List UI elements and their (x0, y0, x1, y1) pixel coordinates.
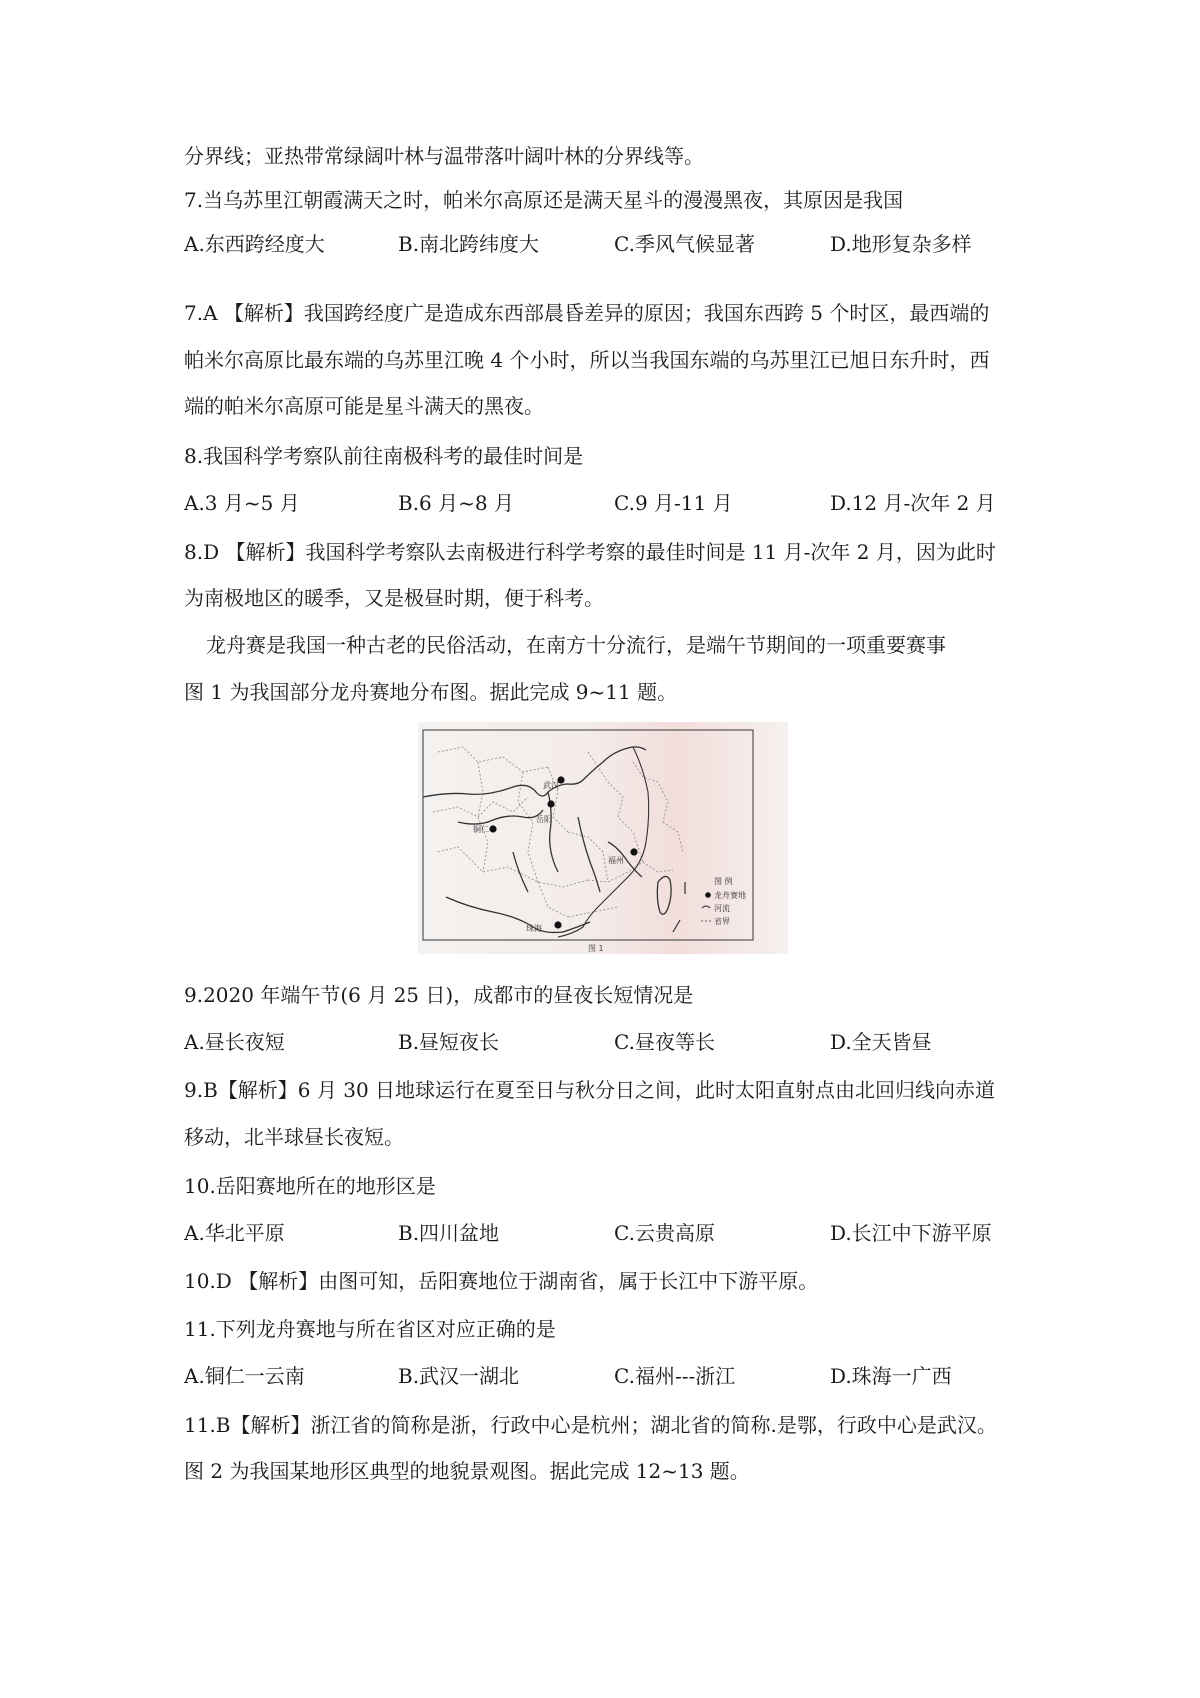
option-a: A.东西跨经度大 (184, 232, 325, 256)
option-b: B.武汉一湖北 (398, 1364, 520, 1388)
option-c: C.9 月-11 月 (614, 491, 733, 515)
question-11: 11.下列龙舟赛地与所在省区对应正确的是 (184, 1317, 556, 1341)
legend-venue-symbol (705, 892, 711, 898)
answer-7-line-2: 帕米尔高原比最东端的乌苏里江晚 4 个小时，所以当我国东端的乌苏里江已旭日东升时，西 (184, 348, 990, 372)
answer-9-line-1: 9.B【解析】6 月 30 日地球运行在夏至日与秋分日之间，此时太阳直射点由北回归线向赤道 (184, 1078, 996, 1102)
answer-7-line-3: 端的帕米尔高原可能是星斗满天的黑夜。 (184, 394, 544, 418)
option-b: B.四川盆地 (398, 1221, 500, 1245)
question-9: 9.2020 年端午节(6 月 25 日)，成都市的昼夜长短情况是 (184, 983, 694, 1007)
venue-label-wuhan: 武汉 (543, 781, 559, 790)
option-d: D.地形复杂多样 (830, 232, 972, 256)
option-d: D.12 月-次年 2 月 (830, 491, 996, 515)
venue-tongren-dot (489, 825, 496, 832)
option-c: C.昼夜等长 (614, 1030, 715, 1054)
intro-paragraph-2: 图 1 为我国部分龙舟赛地分布图。据此完成 9~11 题。 (184, 680, 678, 704)
figure-1-map (418, 722, 788, 954)
option-d: D.长江中下游平原 (830, 1221, 992, 1245)
option-d: D.珠海一广西 (830, 1364, 952, 1388)
legend-title: 图 例 (714, 877, 733, 886)
option-a: A.华北平原 (184, 1221, 285, 1245)
intro-paragraph: 龙舟赛是我国一种古老的民俗活动，在南方十分流行，是端午节期间的一项重要赛事 (206, 633, 946, 657)
legend-venue-label: 龙舟赛地 (714, 891, 746, 900)
question-7: 7.当乌苏里江朝霞满天之时，帕米尔高原还是满天星斗的漫漫黑夜，其原因是我国 (184, 188, 904, 212)
venue-label-tongren: 铜仁 (473, 825, 489, 834)
venue-label-fuzhou: 福州 (608, 856, 624, 865)
answer-8-line-2: 为南极地区的暖季，又是极昼时期，便于科考。 (184, 586, 604, 610)
option-c: C.云贵高原 (614, 1221, 715, 1245)
answer-7-line-1: 7.A 【解析】我国跨经度广是造成东西部晨昏差异的原因；我国东西跨 5 个时区，最西端的 (184, 301, 990, 325)
option-a: A.3 月~5 月 (184, 491, 300, 515)
venue-yueyang-dot (547, 800, 554, 807)
text-line: 分界线；亚热带常绿阔叶林与温带落叶阔叶林的分界线等。 (184, 144, 704, 168)
venue-label-zhuhai: 珠海 (526, 924, 542, 933)
option-d: D.全天皆昼 (830, 1030, 932, 1054)
option-a: A.昼长夜短 (184, 1030, 285, 1054)
option-b: B.南北跨纬度大 (398, 232, 540, 256)
legend-river-label: 河流 (714, 904, 730, 913)
venue-fuzhou-dot (630, 848, 637, 855)
option-a: A.铜仁一云南 (184, 1364, 305, 1388)
answer-9-line-2: 移动，北半球昼长夜短。 (184, 1125, 404, 1149)
question-10: 10.岳阳赛地所在的地形区是 (184, 1174, 436, 1198)
option-c: C.福州---浙江 (614, 1364, 736, 1388)
venue-label-yueyang: 岳阳 (536, 815, 552, 824)
venue-zhuhai-dot (554, 921, 561, 928)
answer-11: 11.B【解析】浙江省的简称是浙，行政中心是杭州；湖北省的简称.是鄂，行政中心是武汉。 (184, 1413, 997, 1437)
legend-boundary-label: 省界 (714, 917, 730, 926)
answer-10: 10.D 【解析】由图可知，岳阳赛地位于湖南省，属于长江中下游平原。 (184, 1269, 819, 1293)
map-svg (418, 722, 788, 954)
option-b: B.6 月~8 月 (398, 491, 514, 515)
option-c: C.季风气候显著 (614, 232, 755, 256)
option-b: B.昼短夜长 (398, 1030, 500, 1054)
figure-caption: 图 1 (588, 944, 604, 953)
intro-paragraph-3: 图 2 为我国某地形区典型的地貌景观图。据此完成 12~13 题。 (184, 1459, 750, 1483)
question-8: 8.我国科学考察队前往南极科考的最佳时间是 (184, 444, 584, 468)
answer-8-line-1: 8.D 【解析】我国科学考察队去南极进行科学考察的最佳时间是 11 月-次年 2 月，因为此时 (184, 540, 996, 564)
map-background (418, 722, 788, 954)
